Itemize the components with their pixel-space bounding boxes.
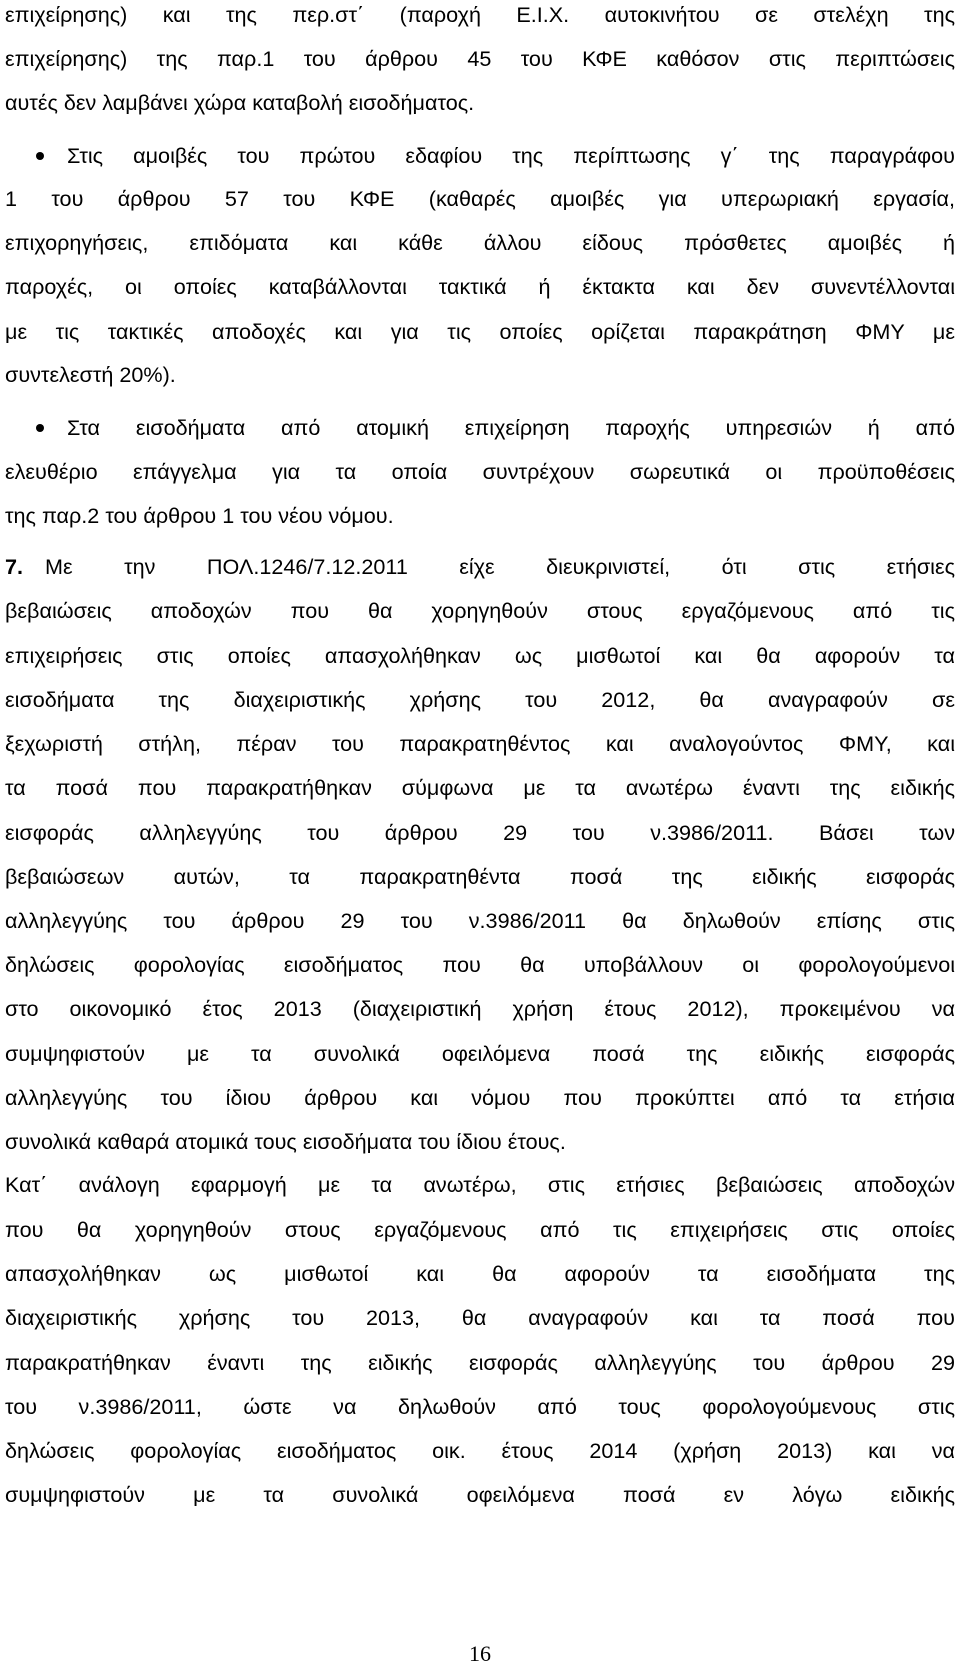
text-line: αλληλεγγύης του ίδιου άρθρου και νόμου που προκύπτει από τα ετήσια — [5, 1085, 955, 1110]
text-line: αυτές δεν λαμβάνει χώρα καταβολή εισοδήματος. — [5, 90, 475, 115]
page-number: 16 — [469, 1641, 491, 1666]
text-line: του ν.3986/2011, ώστε να δηλωθούν από τους φορολογούμενους στις — [5, 1394, 955, 1419]
text-line: συντελεστή 20%). — [5, 362, 176, 387]
text-line: Στα εισοδήματα από ατομική επιχείρηση παροχής υπηρεσιών ή από — [67, 415, 955, 440]
text-line: εισφοράς αλληλεγγύης του άρθρου 29 του ν.3986/2011. Βάσει των — [5, 820, 955, 845]
bullet-icon — [36, 424, 44, 432]
text-line: Με την ΠΟΛ.1246/7.12.2011 είχε διευκρινιστεί, ότι στις ετήσιες — [45, 554, 955, 579]
text-line: παρακρατήθηκαν έναντι της ειδικής εισφοράς αλληλεγγύης του άρθρου 29 — [5, 1350, 955, 1375]
text-line: βεβαιώσεων αυτών, τα παρακρατηθέντα ποσά της ειδικής εισφοράς — [5, 864, 955, 889]
text-line: που θα χορηγηθούν στους εργαζόμενους από τις επιχειρήσεις στις οποίες — [5, 1217, 955, 1242]
text-line: επιχορηγήσεις, επιδόματα και κάθε άλλου είδους πρόσθετες αμοιβές ή — [5, 230, 955, 255]
numbered-paragraph-first-line — [5, 552, 955, 582]
text-line: βεβαιώσεις αποδοχών που θα χορηγηθούν στους εργαζόμενους από τις — [5, 598, 955, 623]
text-line: ξεχωριστή στήλη, πέραν του παρακρατηθέντος και αναλογούντος ΦΜΥ, και — [5, 731, 955, 756]
bullet-icon — [36, 152, 44, 160]
text-line: δηλώσεις φορολογίας εισοδήματος οικ. έτους 2014 (χρήση 2013) και να — [5, 1438, 955, 1463]
text-line: της παρ.2 του άρθρου 1 του νέου νόμου. — [5, 503, 394, 528]
text-line: αλληλεγγύης του άρθρου 29 του ν.3986/2011 θα δηλωθούν επίσης στις — [5, 908, 955, 933]
text-line: ελευθέριο επάγγελμα για τα οποία συντρέχουν σωρευτικά οι προϋποθέσεις — [5, 459, 955, 484]
text-line: απασχολήθηκαν ως μισθωτοί και θα αφορούν τα εισοδήματα της — [5, 1261, 955, 1286]
text-line: δηλώσεις φορολογίας εισοδήματος που θα υποβάλλουν οι φορολογούμενοι — [5, 952, 955, 977]
text-line: τα ποσά που παρακρατήθηκαν σύμφωνα με τα ανωτέρω έναντι της ειδικής — [5, 775, 955, 800]
text-line: εισοδήματα της διαχειριστικής χρήσης του 2012, θα αναγραφούν σε — [5, 687, 955, 712]
item-number: 7. — [5, 554, 24, 579]
text-line: Στις αμοιβές του πρώτου εδαφίου της περίπτωσης γ΄ της παραγράφου — [67, 143, 955, 168]
text-line: συνολικά καθαρά ατομικά τους εισοδήματα του ίδιου έτους. — [5, 1129, 566, 1154]
text-line: στο οικονομικό έτος 2013 (διαχειριστική χρήση έτους 2012), προκειμένου να — [5, 996, 955, 1021]
text-line: διαχειριστικής χρήσης του 2013, θα αναγραφούν και τα ποσά που — [5, 1305, 955, 1330]
text-line: επιχείρησης) και της περ.στ΄ (παροχή Ε.Ι.Χ. αυτοκινήτου σε στελέχη της — [5, 2, 955, 27]
text-line: συμψηφιστούν με τα συνολικά οφειλόμενα ποσά της ειδικής εισφοράς — [5, 1041, 955, 1066]
text-line: επιχείρησης) της παρ.1 του άρθρου 45 του ΚΦΕ καθόσον στις περιπτώσεις — [5, 46, 955, 71]
text-line: 1 του άρθρου 57 του ΚΦΕ (καθαρές αμοιβές για υπερωριακή εργασία, — [5, 186, 955, 211]
text-line: παροχές, οι οποίες καταβάλλονται τακτικά ή έκτακτα και δεν συνεντέλλονται — [5, 274, 955, 299]
text-line: Κατ΄ ανάλογη εφαρμογή με τα ανωτέρω, στις ετήσιες βεβαιώσεις αποδοχών — [5, 1172, 955, 1197]
text-line: επιχειρήσεις στις οποίες απασχολήθηκαν ως μισθωτοί και θα αφορούν τα — [5, 643, 955, 668]
text-line: με τις τακτικές αποδοχές και για τις οποίες ορίζεται παρακράτηση ΦΜΥ με — [5, 319, 955, 344]
text-line: συμψηφιστούν με τα συνολικά οφειλόμενα ποσά εν λόγω ειδικής — [5, 1482, 955, 1507]
